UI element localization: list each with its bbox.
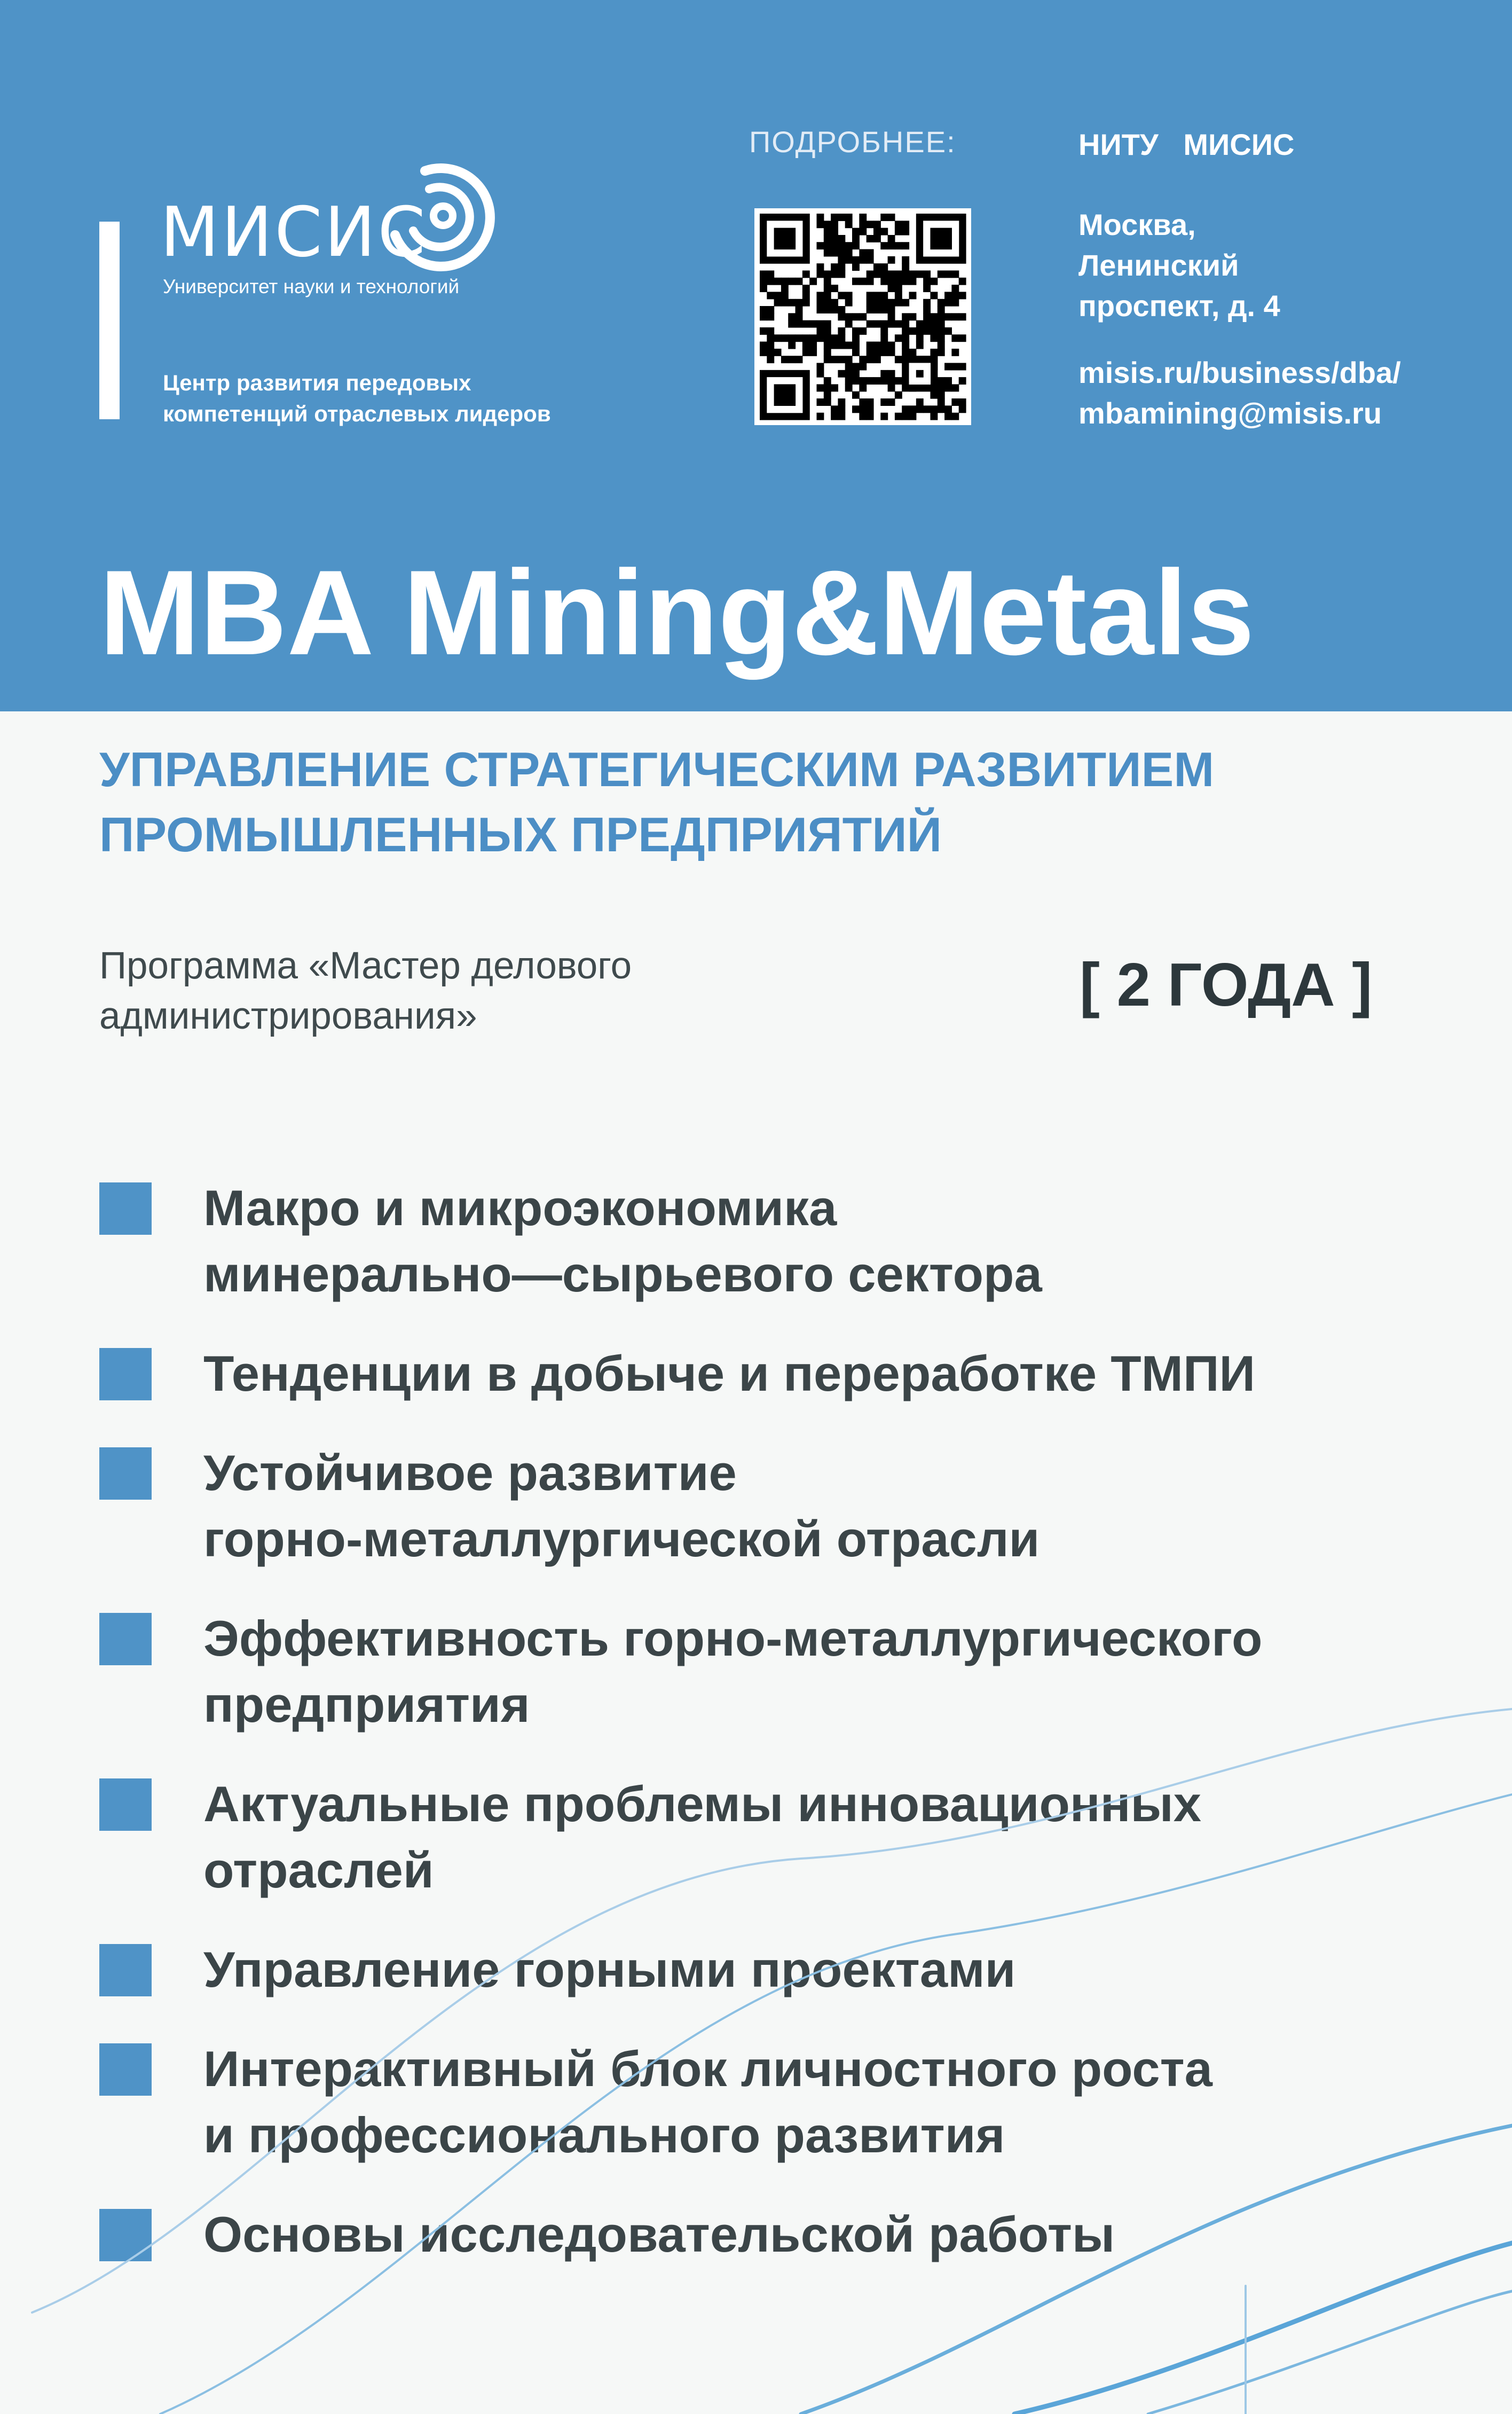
email-link[interactable]: mbamining@misis.ru xyxy=(1078,396,1382,430)
bullet-square-icon xyxy=(99,1944,152,1996)
bullet-square-icon xyxy=(99,1447,152,1500)
university-name: НИТУ МИСИС xyxy=(1078,128,1295,161)
logo-subtitle: Университет науки и технологий xyxy=(163,276,460,297)
more-info-label: ПОДРОБНЕЕ: xyxy=(749,125,956,159)
module-item xyxy=(99,1175,1487,1307)
address: Москва, Ленинский проспект, д. 4 xyxy=(1078,208,1280,323)
module-item xyxy=(99,1341,1487,1407)
module-item xyxy=(99,1605,1487,1738)
misis-logo-text: МИСИС xyxy=(160,193,428,272)
misis-logo-icon xyxy=(374,140,513,279)
module-label: Устойчивое развитие горно-металлургической отрасли xyxy=(203,1445,1040,1567)
duration-badge: [ 2 ГОДА ] xyxy=(1080,951,1373,1019)
bullet-square-icon xyxy=(99,1613,152,1665)
subtitle: УПРАВЛЕНИЕ СТРАТЕГИЧЕСКИМ РАЗВИТИЕМ ПРОМЫШЛЕННЫХ ПРЕДПРИЯТИЙ xyxy=(99,743,1215,862)
module-label: Основы исследовательской работы xyxy=(203,2206,1115,2262)
bullet-square-icon xyxy=(99,2209,152,2261)
bullet-square-icon xyxy=(99,2043,152,2096)
module-label: Эффективность горно-металлургического предприятия xyxy=(203,1610,1263,1733)
bullet-square-icon xyxy=(99,1182,152,1235)
module-item xyxy=(99,1771,1487,1903)
qr-code-image xyxy=(754,208,971,425)
module-item xyxy=(99,1440,1487,1572)
module-label: Актуальные проблемы инновационных отраслей xyxy=(203,1776,1202,1898)
module-item xyxy=(99,2201,1487,2268)
contact-links xyxy=(1078,352,1401,434)
module-label: Макро и микроэкономика минерально—сырьевого сектора xyxy=(203,1180,1042,1302)
module-label: Интерактивный блок личностного роста и профессионального развития xyxy=(203,2041,1212,2163)
page-title: MBA Mining&Metals xyxy=(99,545,1255,680)
bullet-square-icon xyxy=(99,1348,152,1400)
qr-code[interactable] xyxy=(754,208,971,425)
program-description: Программа «Мастер делового администрирования» xyxy=(99,945,632,1037)
header-banner xyxy=(0,0,1512,711)
module-label: Управление горными проектами xyxy=(203,1941,1016,1997)
module-item xyxy=(99,2036,1487,2168)
center-name xyxy=(163,367,551,429)
website-link[interactable]: misis.ru/business/dba/ xyxy=(1078,356,1401,389)
center-name-line: Центр развития передовых компетенций отраслевых лидеров xyxy=(163,370,551,426)
bullet-square-icon xyxy=(99,1778,152,1831)
module-label: Тенденции в добыче и переработке ТМПИ xyxy=(203,1345,1256,1401)
module-item xyxy=(99,1937,1487,2003)
logo-divider-bar xyxy=(99,222,120,419)
module-list xyxy=(99,1175,1487,2301)
